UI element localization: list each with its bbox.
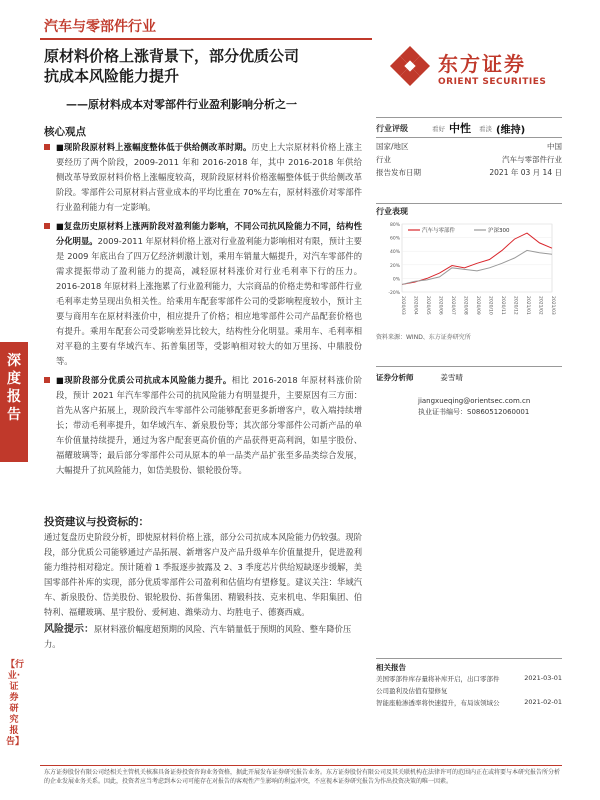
point-text: 相比 2016-2018 年原材料涨价阶段，预计 2021 年汽车零部件公司的抗风险能力有明显提升，主要原因有三方面：首先从客户拓展上，现阶段汽车零部件公司能够配套更多新增客户，收入端持续增长；带动毛利率提升，如华域汽车、新泉股份等；其次部分零部件公司新产品的单车价值量持续提升，通过为客户配套更高价值的产品获得更高利润，如星宇股份、福耀玻璃等；最后部分零部件公司从原本的单一品类产品扩张至多品类综合发展，大幅提升了抗风险能力，如岱美股份、银轮股份等。 — [56, 375, 363, 475]
rating-row — [376, 153, 562, 166]
rating-divider-inner — [376, 137, 562, 138]
x-tick-label: 2020/06 — [437, 296, 443, 315]
orient-logo-icon — [386, 42, 434, 98]
industry-performance-chart — [376, 214, 562, 332]
bullet-icon — [44, 144, 50, 150]
x-tick-label: 2020/04 — [412, 296, 418, 315]
footer-disclaimer: 东方证券股份有限公司经相关主管机关核准具备证券投资咨询业务资格，据此开展发布证券研究报告业务。东方证券股份有限公司及其关联机构在法律许可的范围内正在或将要与本研究报告所分析的企业发展业务关系。因此，投资者应当考虑到本公司可能存在对报告的客观性产生影响的利益冲突，不应视本证券研究报告为作出投资决策的唯一因素。 — [44, 769, 561, 785]
report-type-sidebar — [0, 342, 28, 462]
rating-sub: 看淡 — [479, 124, 492, 133]
rating-value: 中性 — [449, 122, 471, 135]
chart-source: 资料来源：WIND、东方证券研究所 — [376, 334, 471, 341]
x-tick-label: 2020/03 — [400, 296, 405, 315]
y-tick-label: 40% — [389, 250, 400, 256]
chart-title: 行业表现 — [376, 207, 408, 216]
rating-row-key: 报告发布日期 — [376, 168, 421, 177]
y-tick-label: 60% — [389, 236, 400, 242]
rating-row — [376, 140, 562, 153]
related-heading: 相关报告 — [376, 663, 406, 672]
x-tick-label: 2021/03 — [550, 296, 555, 315]
point-lead: ■复盘历史原材料上涨两阶段对盈利能力影响，不同公司抗风险能力不同，结构性分化明显。 — [56, 221, 362, 246]
x-tick-label: 2021/02 — [537, 296, 543, 315]
invest-section — [44, 530, 362, 652]
related-list — [376, 672, 562, 708]
footer-divider — [40, 765, 562, 766]
report-subtitle: ——原材料成本对零部件行业盈利影响分析之一 — [66, 98, 297, 111]
rating-row-key: 国家/地区 — [376, 142, 409, 151]
rating-prev: 看好 — [432, 124, 445, 133]
analyst-name: 姜雪晴 — [440, 373, 463, 382]
point-text: 历史上大宗原材料价格上涨主要经历了两个阶段，2009-2011 年和 2016-2018 年，其中 2016-2018 年供给侧改革导致原材料价格上涨幅度较高，现阶段原材料价格涨幅整体低于供给侧改革阶段。零部件公司原材料占营业成本的平均比重在 70%左右，原材料涨价对零部件行业盈利能力有一定影响。 — [56, 142, 362, 212]
analyst-block — [376, 372, 562, 383]
point-text: 2009-2011 年原材料价格上涨对行业盈利能力影响相对有限，预计主要是 2009 年底出台了四万亿经济刺激计划，乘用车销量大幅提升，对汽车零部件的需求提振带动了盈利能力的提高，减轻原材料涨价对行业毛利率下行的压力。2016-2018 年原材料上涨拖累了行业盈利能力，大宗商品的价格走势和零部件行业毛利率走势呈现出负相关性。给乘用车配套零部件公司的受影响程度较小，预计主要与商用车在原材料涨价中，相应提升了价格；相应地零部件公司产品配套价格也有提升。乘用车配套公司受影响差异比较大，结构性分化明显。乘用车、毛利率相对平稳的主要有华域汽车、拓普集团等，受影响相对较大的如万里扬、中鼎股份等。 — [56, 236, 362, 366]
bullet-icon — [44, 377, 50, 383]
header-divider — [40, 38, 372, 40]
point-lead: ■现阶段部分优质公司抗成本风险能力提升。 — [56, 375, 232, 385]
risk-block — [44, 622, 362, 652]
rating-row-value: 2021 年 03 月 14 日 — [489, 168, 562, 177]
core-points — [44, 140, 362, 482]
legend-label: 沪深300 — [488, 228, 510, 234]
related-item[interactable] — [376, 672, 562, 684]
related-item[interactable] — [376, 684, 562, 696]
core-point — [44, 140, 362, 215]
point-lead: ■现阶段原材料上涨幅度整体低于供给侧改革时期。 — [56, 142, 252, 152]
x-tick-label: 2021/01 — [525, 296, 530, 315]
rating-box — [376, 120, 562, 179]
y-tick-label: 80% — [389, 223, 400, 228]
logo-en: ORIENT SECURITIES — [438, 77, 547, 87]
core-heading: 核心观点 — [44, 126, 86, 138]
rating-row-value: 汽车与零部件行业 — [502, 155, 562, 164]
related-title[interactable]: 公司盈利及估值有望修复 — [376, 686, 448, 695]
related-item[interactable] — [376, 696, 562, 708]
company-logo — [386, 42, 562, 102]
x-tick-label: 2020/05 — [425, 296, 430, 315]
analyst-cert: 执业证书编号：S0860512060001 — [418, 408, 530, 416]
rating-label: 行业评级 — [376, 123, 408, 133]
chart-divider — [376, 203, 562, 204]
core-point — [44, 373, 362, 478]
x-tick-label: 2020/08 — [462, 296, 468, 315]
title-line-1: 原材料价格上涨背景下，部分优质公司 — [44, 47, 300, 65]
rating-maintain: (维持) — [496, 124, 526, 136]
related-divider — [376, 658, 562, 659]
analyst-email[interactable]: jiangxueqing@orientsec.com.cn — [418, 397, 531, 405]
related-date: 2021-02-01 — [524, 698, 562, 706]
rating-main — [376, 120, 562, 136]
rating-divider — [376, 117, 562, 118]
vertical-label: 【行业·证券研究报告】 — [6, 660, 25, 747]
report-title — [44, 46, 374, 86]
x-tick-label: 2020/09 — [475, 296, 480, 315]
y-tick-label: 0% — [392, 277, 400, 283]
analyst-divider — [376, 366, 562, 367]
core-point — [44, 219, 362, 369]
risk-text: 原材料涨价幅度超预期的风险、汽车销量低于预期的风险、整车降价压力。 — [44, 624, 352, 649]
related-date: 2021-03-01 — [524, 674, 562, 682]
invest-heading: 投资建议与投资标的： — [44, 516, 149, 528]
sidebar-label: 深度报告 — [7, 353, 21, 423]
x-tick-label: 2020/11 — [500, 296, 505, 315]
x-tick-label: 2020/10 — [487, 296, 493, 315]
x-tick-label: 2020/07 — [450, 296, 455, 315]
invest-text: 通过复盘历史阶段分析，即使原材料价格上涨，部分公司抗成本风险能力仍较强。现阶段，部分优质公司能够通过产品拓展、新增客户及产品升级单车价值量提升，促进盈利能力维持相对稳定。预计随着 1 季报逐步披露及 2、3 季度芯片供给短缺逐步缓解，美国零部件补库的实现，部分优质零部件公司盈利和估值均有望修复。建议关注：华域汽车、新泉股份、岱美股份、银轮股份、拓普集团、精锻科技、克来机电、华阳集团、伯特利、福耀玻璃、星宇股份、爱柯迪、潍柴动力、均胜电子、德赛西威。 — [44, 532, 362, 617]
rating-row — [376, 166, 562, 179]
related-title[interactable]: 智能座舱渗透率将快速提升，布局该领域公 — [376, 698, 500, 707]
logo-cn: 东方证券 — [438, 52, 526, 76]
title-line-2: 抗成本风险能力提升 — [44, 67, 180, 85]
analyst-label: 证券分析师 — [376, 373, 414, 382]
y-tick-label: -20% — [388, 291, 400, 296]
rating-row-value: 中国 — [547, 142, 562, 151]
bullet-icon — [44, 223, 50, 229]
rating-row-key: 行业 — [376, 155, 391, 164]
industry-label: 汽车与零部件行业 — [44, 19, 156, 35]
legend-label: 汽车与零部件 — [422, 228, 456, 234]
plot-frame — [402, 224, 552, 292]
related-title[interactable]: 美国零部件库存量将补库开启，出口零部件 — [376, 674, 500, 683]
series-line — [402, 233, 552, 284]
y-tick-label: 20% — [389, 263, 400, 269]
x-tick-label: 2020/12 — [512, 296, 518, 315]
analyst-contact — [418, 396, 530, 418]
risk-heading: 风险提示： — [44, 624, 94, 635]
